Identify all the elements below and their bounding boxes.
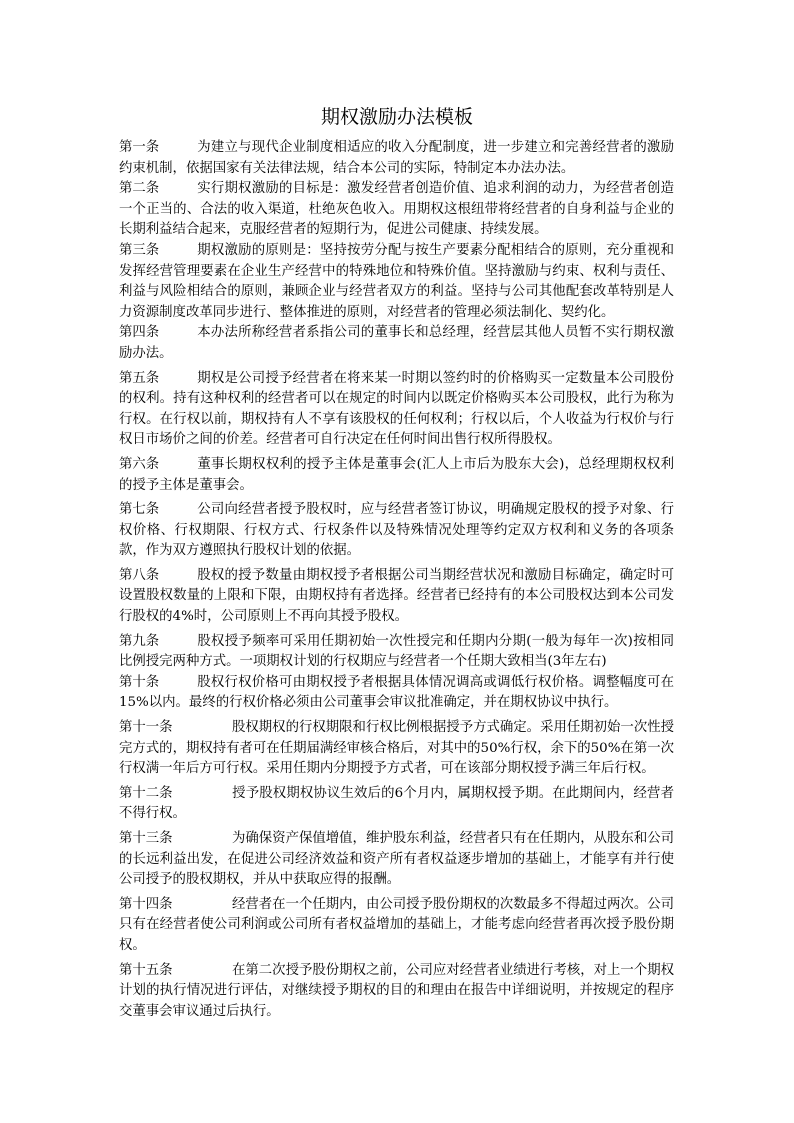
article-number: 第六条	[119, 456, 160, 472]
article-text: 为确保资产保值增值，维护股东利益，经营者只有在任期内，从股东和公司的长远利益出发，在促进公司经济效益和资产所有者权益逐步增加的基础上，才能享有并行使公司授予的股权期权，并从中获取应得的报酬。	[119, 831, 674, 888]
article-14	[119, 895, 674, 957]
article-number: 第十条	[119, 674, 160, 690]
document-body	[119, 138, 674, 1022]
article-7	[119, 500, 674, 562]
article-8	[119, 566, 674, 628]
article-number: 第四条	[119, 325, 160, 341]
article-number: 第十一条	[119, 720, 173, 736]
article-15	[119, 961, 674, 1023]
article-text: 授予股权期权协议生效后的6个月内，属期权授予期。在此期间内，经营者不得行权。	[119, 785, 674, 822]
article-text: 在第二次授予股份期权之前，公司应对经营者业绩进行考核，对上一个期权计划的执行情况进行评估，对继续授予期权的目的和理由在报告中详细说明，并按规定的程序交董事会审议通过后执行。	[119, 962, 674, 1019]
article-text: 股权授予频率可采用任期初始一次性授完和任期内分期(一般为每年一次)按相同比例授完两种方式。一项期权计划的行权期应与经营者一个任期大致相当(3年左右)	[119, 633, 674, 670]
article-6	[119, 455, 674, 496]
article-3	[119, 241, 674, 323]
article-5	[119, 369, 674, 451]
article-number: 第九条	[119, 633, 160, 649]
article-text: 期权是公司授予经营者在将来某一时期以签约时的价格购买一定数量本公司股份的权利。持有这种权利的经营者可以在规定的时间内以既定价格购买本公司股权，此行为称为行权。在行权以前，期权持有人不享有该股权的任何权利；行权以后，个人收益为行权价与行权日市场价之间的价差。经营者可自行决定在任何时间出售行权所得股权。	[119, 370, 674, 448]
article-number: 第二条	[119, 181, 160, 197]
article-number: 第三条	[119, 242, 160, 258]
article-text: 董事长期权权利的授予主体是董事会(汇人上市后为股东大会)，总经理期权权利的授予主体是董事会。	[119, 456, 674, 493]
article-text: 期权激励的原则是：坚持按劳分配与按生产要素分配相结合的原则，充分重视和发挥经营管理要素在企业生产经营中的特殊地位和特殊价值。坚持激励与约束、权利与责任、利益与风险相结合的原则，兼顾企业与经营者双方的利益。坚持与公司其他配套改革特别是人力资源制度改革同步进行、整体推进的原则，对经营者的管理必须法制化、契约化。	[119, 242, 674, 320]
article-number: 第七条	[119, 502, 160, 518]
article-number: 第十二条	[119, 785, 173, 801]
article-number: 第十五条	[119, 962, 173, 978]
article-number: 第十三条	[119, 831, 173, 846]
article-text: 实行期权激励的目标是：激发经营者创造价值、追求利润的动力，为经营者创造一个正当的、合法的收入渠道，杜绝灰色收入。用期权这根纽带将经营者的自身利益与企业的长期利益结合起来，克服经营者的短期行为，促进公司健康、持续发展。	[119, 181, 674, 238]
article-text: 本办法所称经营者系指公司的董事长和总经理，经营层其他人员暂不实行期权激励办法。	[119, 325, 674, 361]
article-13	[119, 829, 674, 891]
article-4	[119, 323, 674, 364]
article-text: 股权行权价格可由期权授予者根据具体情况调高或调低行权价格。调整幅度可在15%以内。最终的行权价格必须由公司董事会审议批准确定，并在期权协议中执行。	[119, 674, 674, 711]
article-number: 第一条	[119, 140, 160, 155]
article-text: 股权的授予数量由期权授予者根据公司当期经营状况和激励目标确定，确定时可设置股权数量的上限和下限，由期权持有者选择。经营者已经持有的本公司股权达到本公司发行股权的4%时，公司原则上不再向其授予股权。	[119, 567, 674, 625]
article-10	[119, 673, 674, 714]
article-text: 为建立与现代企业制度相适应的收入分配制度，进一步建立和完善经营者的激励约束机制，依据国家有关法律法规，结合本公司的实际，特制定本办法办法。	[119, 140, 674, 176]
article-9	[119, 632, 674, 673]
article-12	[119, 784, 674, 825]
article-number: 第五条	[119, 370, 160, 386]
article-2	[119, 179, 674, 241]
article-text: 经营者在一个任期内，由公司授予股份期权的次数最多不得超过两次。公司只有在经营者使公司利润或公司所有者权益增加的基础上，才能考虑向经营者再次授予股份期权。	[119, 896, 674, 953]
article-11	[119, 718, 674, 780]
article-text: 股权期权的行权期限和行权比例根据授予方式确定。采用任期初始一次性授完方式的，期权持有者可在任期届满经审核合格后，对其中的50%行权，余下的50%在第一次行权满一年后方可行权。采用任期内分期授予方式者，可在该部分期权授予满三年后行权。	[119, 720, 674, 777]
article-1	[119, 138, 674, 179]
article-text: 公司向经营者授予股权时，应与经营者签订协议，明确规定股权的授予对象、行权价格、行权期限、行权方式、行权条件以及特殊情况处理等约定双方权利和义务的各项条款，作为双方遵照执行股权计划的依据。	[119, 502, 674, 559]
document-title: 期权激励办法模板	[320, 106, 473, 128]
article-number: 第十四条	[119, 896, 173, 912]
article-number: 第八条	[119, 567, 160, 583]
